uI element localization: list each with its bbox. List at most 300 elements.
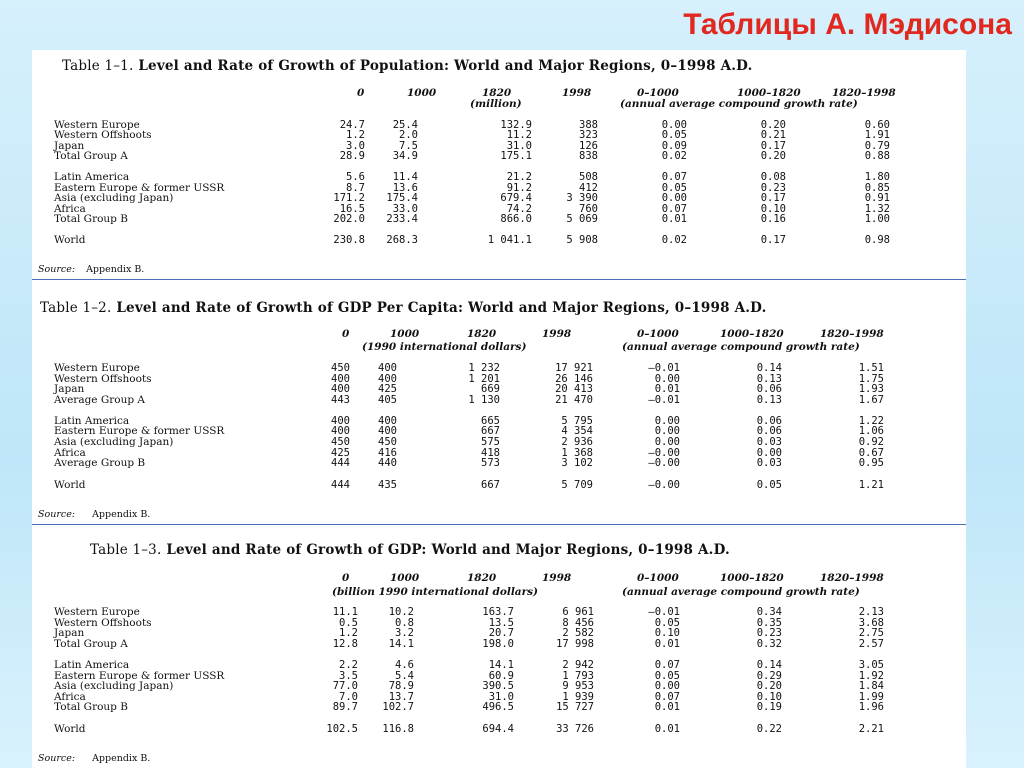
- source-note: [38, 509, 150, 520]
- col-header-0-1000: 0–1000: [637, 572, 679, 584]
- table-cell: 1 041.1: [487, 234, 532, 246]
- table-cell: 0.14: [756, 659, 782, 671]
- table-cell: 5 069: [566, 213, 598, 225]
- table-cell: 2.75: [858, 627, 884, 639]
- table-cell: 0.01: [661, 213, 687, 225]
- table-cell: 74.2: [506, 203, 532, 215]
- table-cell: 0.10: [756, 691, 782, 703]
- table-row: [32, 395, 966, 406]
- row-label: Latin America: [54, 415, 130, 427]
- table-cell: 21 470: [555, 394, 593, 406]
- table-cell: 0.17: [760, 234, 786, 246]
- table-cell: 496.5: [482, 701, 514, 713]
- col-header-0: 0: [342, 328, 350, 340]
- table-cell: 4.6: [395, 659, 414, 671]
- col-header-1820-1998: 1820–1998: [820, 572, 884, 584]
- col-header-1820: 1820: [467, 328, 497, 340]
- table-cell: 508: [579, 171, 598, 183]
- table-cell: 16.5: [339, 203, 365, 215]
- table-cell: 233.4: [386, 213, 418, 225]
- table-cell: 34.9: [392, 150, 418, 162]
- table-cell: 0.01: [654, 638, 680, 650]
- source-text: Appendix B.: [92, 509, 151, 520]
- table-cell: 1.80: [864, 171, 890, 183]
- table-cell: 202.0: [333, 213, 365, 225]
- table-population: [32, 50, 966, 280]
- col-header-0-1000: 0–1000: [637, 87, 679, 99]
- row-label: Africa: [54, 447, 86, 459]
- table-cell: –0.01: [648, 606, 680, 618]
- source-note: [38, 264, 144, 275]
- table-cell: 1.93: [858, 383, 884, 395]
- table-cell: 573: [481, 457, 500, 469]
- table-cell: 102.5: [326, 723, 358, 735]
- table-cell: 11.2: [506, 129, 532, 141]
- row-label: Average Group B: [54, 457, 146, 469]
- col-header-1000-1820: 1000–1820: [737, 87, 801, 99]
- table-cell: 669: [481, 383, 500, 395]
- table-cell: 0.10: [760, 203, 786, 215]
- table-cell: 0.85: [864, 182, 890, 194]
- table-cell: 0.00: [756, 447, 782, 459]
- table-cell: 0.03: [756, 436, 782, 448]
- row-label: Average Group A: [54, 394, 145, 406]
- table-cell: –0.01: [648, 394, 680, 406]
- table-cell: 0.98: [864, 234, 890, 246]
- table-gdp-per-capita: [32, 280, 966, 525]
- table-cell: 1.91: [864, 129, 890, 141]
- table-cell: 1 793: [562, 670, 594, 682]
- row-label: Africa: [54, 203, 86, 215]
- table-cell: 6 961: [562, 606, 594, 618]
- table-cell: 667: [481, 479, 500, 491]
- row-label: Eastern Europe & former USSR: [54, 425, 225, 437]
- table-cell: 5.4: [395, 670, 414, 682]
- table-number: Table 1–1.: [62, 58, 134, 74]
- row-label: Latin America: [54, 659, 130, 671]
- table-cell: 77.0: [332, 680, 358, 692]
- table-cell: 1.92: [858, 670, 884, 682]
- row-label: Western Offshoots: [54, 129, 152, 141]
- table-cell: 1.96: [858, 701, 884, 713]
- table-cell: 31.0: [506, 140, 532, 152]
- col-header-1820: 1820: [467, 572, 497, 584]
- table-cell: 7.0: [339, 691, 358, 703]
- table-cell: 3 102: [561, 457, 593, 469]
- table-cell: 268.3: [386, 234, 418, 246]
- source-label: Source:: [38, 509, 76, 520]
- table-row: [32, 214, 966, 225]
- table-caption: [40, 300, 767, 316]
- table-cell: 1.21: [858, 479, 884, 491]
- table-cell: 1.2: [339, 627, 358, 639]
- table-row: [32, 724, 966, 735]
- table-cell: 25.4: [392, 119, 418, 131]
- table-cell: –0.00: [648, 447, 680, 459]
- table-cell: 0.00: [654, 436, 680, 448]
- col-header-0: 0: [342, 572, 350, 584]
- col-header-1820-1998: 1820–1998: [820, 328, 884, 340]
- table-cell: 5 795: [561, 415, 593, 427]
- table-cell: 0.02: [661, 150, 687, 162]
- table-cell: 60.9: [488, 670, 514, 682]
- table-cell: 400: [378, 415, 397, 427]
- table-row: [32, 458, 966, 469]
- table-cell: 450: [378, 436, 397, 448]
- table-cell: 0.79: [864, 140, 890, 152]
- table-cell: 665: [481, 415, 500, 427]
- table-cell: 0.07: [661, 203, 687, 215]
- unit-left: (1990 international dollars): [362, 341, 527, 353]
- table-cell: 1.06: [858, 425, 884, 437]
- table-cell: 24.7: [339, 119, 365, 131]
- table-cell: 1.75: [858, 373, 884, 385]
- table-cell: 3.68: [858, 617, 884, 629]
- col-header-1000: 1000: [390, 572, 420, 584]
- unit-right: (annual average compound growth rate): [620, 98, 858, 110]
- table-cell: 405: [378, 394, 397, 406]
- unit-right: (annual average compound growth rate): [622, 586, 860, 598]
- col-header-1820-1998: 1820–1998: [832, 87, 896, 99]
- table-cell: 444: [331, 457, 350, 469]
- table-cell: 1.51: [858, 362, 884, 374]
- table-cell: 0.23: [760, 182, 786, 194]
- table-caption: [62, 58, 753, 74]
- table-cell: 5 908: [566, 234, 598, 246]
- table-row: [32, 235, 966, 246]
- table-cell: 0.16: [760, 213, 786, 225]
- table-row: [32, 639, 966, 650]
- row-label: Japan: [54, 140, 85, 152]
- table-cell: 2 936: [561, 436, 593, 448]
- table-cell: 0.32: [756, 638, 782, 650]
- col-header-0-1000: 0–1000: [637, 328, 679, 340]
- row-label: Western Europe: [54, 606, 140, 618]
- table-cell: 0.13: [756, 394, 782, 406]
- table-cell: 4 354: [561, 425, 593, 437]
- table-cell: 0.35: [756, 617, 782, 629]
- table-cell: 13.7: [388, 691, 414, 703]
- table-cell: 13.5: [488, 617, 514, 629]
- row-label: Asia (excluding Japan): [54, 680, 174, 692]
- table-cell: 28.9: [339, 150, 365, 162]
- table-cell: 418: [481, 447, 500, 459]
- table-cell: 444: [331, 479, 350, 491]
- table-cell: 0.20: [760, 150, 786, 162]
- table-cell: 390.5: [482, 680, 514, 692]
- table-cell: 2 942: [562, 659, 594, 671]
- table-cell: 0.01: [654, 723, 680, 735]
- table-cell: 575: [481, 436, 500, 448]
- table-cell: 2.21: [858, 723, 884, 735]
- row-label: Total Group B: [54, 213, 128, 225]
- table-cell: 21.2: [506, 171, 532, 183]
- source-label: Source:: [38, 753, 76, 764]
- table-cell: 1.2: [346, 129, 365, 141]
- table-cell: 0.06: [756, 383, 782, 395]
- table-cell: 400: [331, 383, 350, 395]
- row-label: Japan: [54, 627, 85, 639]
- table-cell: –0.01: [648, 362, 680, 374]
- table-cell: 435: [378, 479, 397, 491]
- table-cell: 3.5: [339, 670, 358, 682]
- row-label: World: [54, 234, 86, 246]
- table-caption: [90, 542, 730, 558]
- table-cell: 0.00: [654, 425, 680, 437]
- row-label: World: [54, 479, 86, 491]
- unit-right: (annual average compound growth rate): [622, 341, 860, 353]
- source-text: Appendix B.: [92, 753, 151, 764]
- table-cell: 198.0: [482, 638, 514, 650]
- table-cell: 0.10: [654, 627, 680, 639]
- table-cell: 679.4: [500, 192, 532, 204]
- table-cell: 2.2: [339, 659, 358, 671]
- table-cell: 0.07: [654, 691, 680, 703]
- table-cell: 0.05: [654, 670, 680, 682]
- table-cell: 0.20: [760, 119, 786, 131]
- table-cell: 1 201: [468, 373, 500, 385]
- unit-left: (million): [470, 98, 522, 110]
- table-number: Table 1–2.: [40, 300, 112, 316]
- table-cell: 425: [331, 447, 350, 459]
- table-cell: 440: [378, 457, 397, 469]
- col-header-0: 0: [357, 87, 365, 99]
- col-header-1998: 1998: [562, 87, 592, 99]
- table-row: [32, 702, 966, 713]
- table-cell: 0.05: [661, 182, 687, 194]
- col-header-1000: 1000: [407, 87, 437, 99]
- row-label: Western Offshoots: [54, 617, 152, 629]
- table-cell: 443: [331, 394, 350, 406]
- table-cell: 5.6: [346, 171, 365, 183]
- table-cell: 0.17: [760, 140, 786, 152]
- table-cell: 20 413: [555, 383, 593, 395]
- table-cell: 0.06: [756, 425, 782, 437]
- col-header-1000-1820: 1000–1820: [720, 572, 784, 584]
- table-cell: 2.13: [858, 606, 884, 618]
- table-cell: 14.1: [488, 659, 514, 671]
- table-row: [32, 130, 966, 141]
- table-cell: 0.00: [661, 119, 687, 131]
- table-cell: 2 582: [562, 627, 594, 639]
- table-cell: 0.05: [756, 479, 782, 491]
- table-row: [32, 480, 966, 491]
- table-cell: 0.88: [864, 150, 890, 162]
- table-cell: 1.32: [864, 203, 890, 215]
- table-cell: 0.00: [654, 373, 680, 385]
- table-cell: 0.13: [756, 373, 782, 385]
- table-cell: 17 998: [556, 638, 594, 650]
- table-cell: 0.60: [864, 119, 890, 131]
- table-cell: 450: [331, 436, 350, 448]
- table-cell: 0.23: [756, 627, 782, 639]
- table-cell: 26 146: [555, 373, 593, 385]
- table-cell: 0.05: [661, 129, 687, 141]
- table-cell: 89.7: [332, 701, 358, 713]
- table-cell: 11.4: [392, 171, 418, 183]
- row-label: Eastern Europe & former USSR: [54, 670, 225, 682]
- table-cell: 0.92: [858, 436, 884, 448]
- col-header-1998: 1998: [542, 328, 572, 340]
- source-note: [38, 753, 150, 764]
- table-cell: 171.2: [333, 192, 365, 204]
- table-cell: 8.7: [346, 182, 365, 194]
- col-header-1000-1820: 1000–1820: [720, 328, 784, 340]
- table-cell: 3.05: [858, 659, 884, 671]
- table-cell: 0.14: [756, 362, 782, 374]
- table-cell: 416: [378, 447, 397, 459]
- table-cell: 425: [378, 383, 397, 395]
- table-cell: 388: [579, 119, 598, 131]
- table-cell: 760: [579, 203, 598, 215]
- row-label: Asia (excluding Japan): [54, 192, 174, 204]
- table-cell: 2.0: [399, 129, 418, 141]
- table-cell: 0.00: [661, 192, 687, 204]
- table-cell: 14.1: [388, 638, 414, 650]
- table-cell: 400: [331, 425, 350, 437]
- table-cell: 33.0: [392, 203, 418, 215]
- table-cell: 0.03: [756, 457, 782, 469]
- table-cell: 17 921: [555, 362, 593, 374]
- table-row: [32, 193, 966, 204]
- table-cell: 31.0: [488, 691, 514, 703]
- table-cell: 0.00: [654, 415, 680, 427]
- table-cell: 0.00: [654, 680, 680, 692]
- row-label: Western Offshoots: [54, 373, 152, 385]
- row-label: Eastern Europe & former USSR: [54, 182, 225, 194]
- table-cell: 12.8: [332, 638, 358, 650]
- table-cell: 1.67: [858, 394, 884, 406]
- table-title: Level and Rate of Growth of Population: World and Major Regions, 0–1998 A.D.: [133, 58, 753, 74]
- table-cell: 866.0: [500, 213, 532, 225]
- table-cell: 13.6: [392, 182, 418, 194]
- table-cell: 1.22: [858, 415, 884, 427]
- row-label: Asia (excluding Japan): [54, 436, 174, 448]
- table-cell: 8 456: [562, 617, 594, 629]
- table-cell: 400: [331, 373, 350, 385]
- table-cell: 102.7: [382, 701, 414, 713]
- table-cell: 0.17: [760, 192, 786, 204]
- table-cell: 0.95: [858, 457, 884, 469]
- table-cell: 0.06: [756, 415, 782, 427]
- row-label: Western Europe: [54, 119, 140, 131]
- table-cell: 0.01: [654, 383, 680, 395]
- table-cell: 838: [579, 150, 598, 162]
- table-cell: 1 939: [562, 691, 594, 703]
- table-cell: 0.19: [756, 701, 782, 713]
- table-cell: –0.00: [648, 457, 680, 469]
- table-cell: 0.05: [654, 617, 680, 629]
- table-cell: 10.2: [388, 606, 414, 618]
- table-title: Level and Rate of Growth of GDP: World and Major Regions, 0–1998 A.D.: [161, 542, 730, 558]
- table-cell: 0.07: [661, 171, 687, 183]
- table-cell: 0.01: [654, 701, 680, 713]
- table-title: Level and Rate of Growth of GDP Per Capita: World and Major Regions, 0–1998 A.D.: [111, 300, 767, 316]
- unit-left: (billion 1990 international dollars): [332, 586, 539, 598]
- table-cell: 1.84: [858, 680, 884, 692]
- table-cell: 0.02: [661, 234, 687, 246]
- table-cell: 400: [378, 425, 397, 437]
- table-cell: 1.00: [864, 213, 890, 225]
- table-cell: 400: [378, 373, 397, 385]
- row-label: Total Group B: [54, 701, 128, 713]
- col-header-1000: 1000: [390, 328, 420, 340]
- table-gdp: [32, 525, 966, 768]
- table-cell: 0.08: [760, 171, 786, 183]
- table-cell: 450: [331, 362, 350, 374]
- row-label: Japan: [54, 383, 85, 395]
- row-label: Total Group A: [54, 150, 128, 162]
- table-cell: 0.29: [756, 670, 782, 682]
- table-cell: 0.34: [756, 606, 782, 618]
- table-cell: 0.8: [395, 617, 414, 629]
- table-number: Table 1–3.: [90, 542, 162, 558]
- table-cell: 11.1: [332, 606, 358, 618]
- table-cell: 116.8: [382, 723, 414, 735]
- table-cell: 323: [579, 129, 598, 141]
- source-label: Source:: [38, 264, 76, 275]
- table-cell: 412: [579, 182, 598, 194]
- col-header-1820: 1820: [482, 87, 512, 99]
- table-cell: –0.00: [648, 479, 680, 491]
- table-row: [32, 151, 966, 162]
- table-cell: 3.0: [346, 140, 365, 152]
- table-cell: 0.07: [654, 659, 680, 671]
- table-cell: 78.9: [388, 680, 414, 692]
- source-text: Appendix B.: [86, 264, 145, 275]
- table-cell: 400: [378, 362, 397, 374]
- table-cell: 20.7: [488, 627, 514, 639]
- table-cell: 400: [331, 415, 350, 427]
- table-cell: 694.4: [482, 723, 514, 735]
- col-header-1998: 1998: [542, 572, 572, 584]
- table-cell: 0.5: [339, 617, 358, 629]
- table-cell: 1 368: [561, 447, 593, 459]
- row-label: Africa: [54, 691, 86, 703]
- table-cell: 91.2: [506, 182, 532, 194]
- table-cell: 2.57: [858, 638, 884, 650]
- slide-title: Таблицы А. Мэдисона: [683, 8, 1012, 41]
- table-cell: 1 130: [468, 394, 500, 406]
- table-cell: 175.4: [386, 192, 418, 204]
- table-cell: 126: [579, 140, 598, 152]
- table-cell: 1.99: [858, 691, 884, 703]
- row-label: Total Group A: [54, 638, 128, 650]
- table-cell: 33 726: [556, 723, 594, 735]
- table-cell: 1 232: [468, 362, 500, 374]
- table-cell: 175.1: [500, 150, 532, 162]
- table-cell: 0.91: [864, 192, 890, 204]
- table-cell: 0.67: [858, 447, 884, 459]
- table-cell: 0.22: [756, 723, 782, 735]
- table-cell: 7.5: [399, 140, 418, 152]
- row-label: Latin America: [54, 171, 130, 183]
- table-cell: 3 390: [566, 192, 598, 204]
- table-cell: 132.9: [500, 119, 532, 131]
- table-cell: 230.8: [333, 234, 365, 246]
- table-cell: 667: [481, 425, 500, 437]
- table-cell: 0.20: [756, 680, 782, 692]
- table-cell: 5 709: [561, 479, 593, 491]
- row-label: Western Europe: [54, 362, 140, 374]
- table-cell: 0.09: [661, 140, 687, 152]
- table-cell: 15 727: [556, 701, 594, 713]
- row-label: World: [54, 723, 86, 735]
- table-cell: 163.7: [482, 606, 514, 618]
- table-cell: 0.21: [760, 129, 786, 141]
- table-cell: 3.2: [395, 627, 414, 639]
- table-cell: 9 953: [562, 680, 594, 692]
